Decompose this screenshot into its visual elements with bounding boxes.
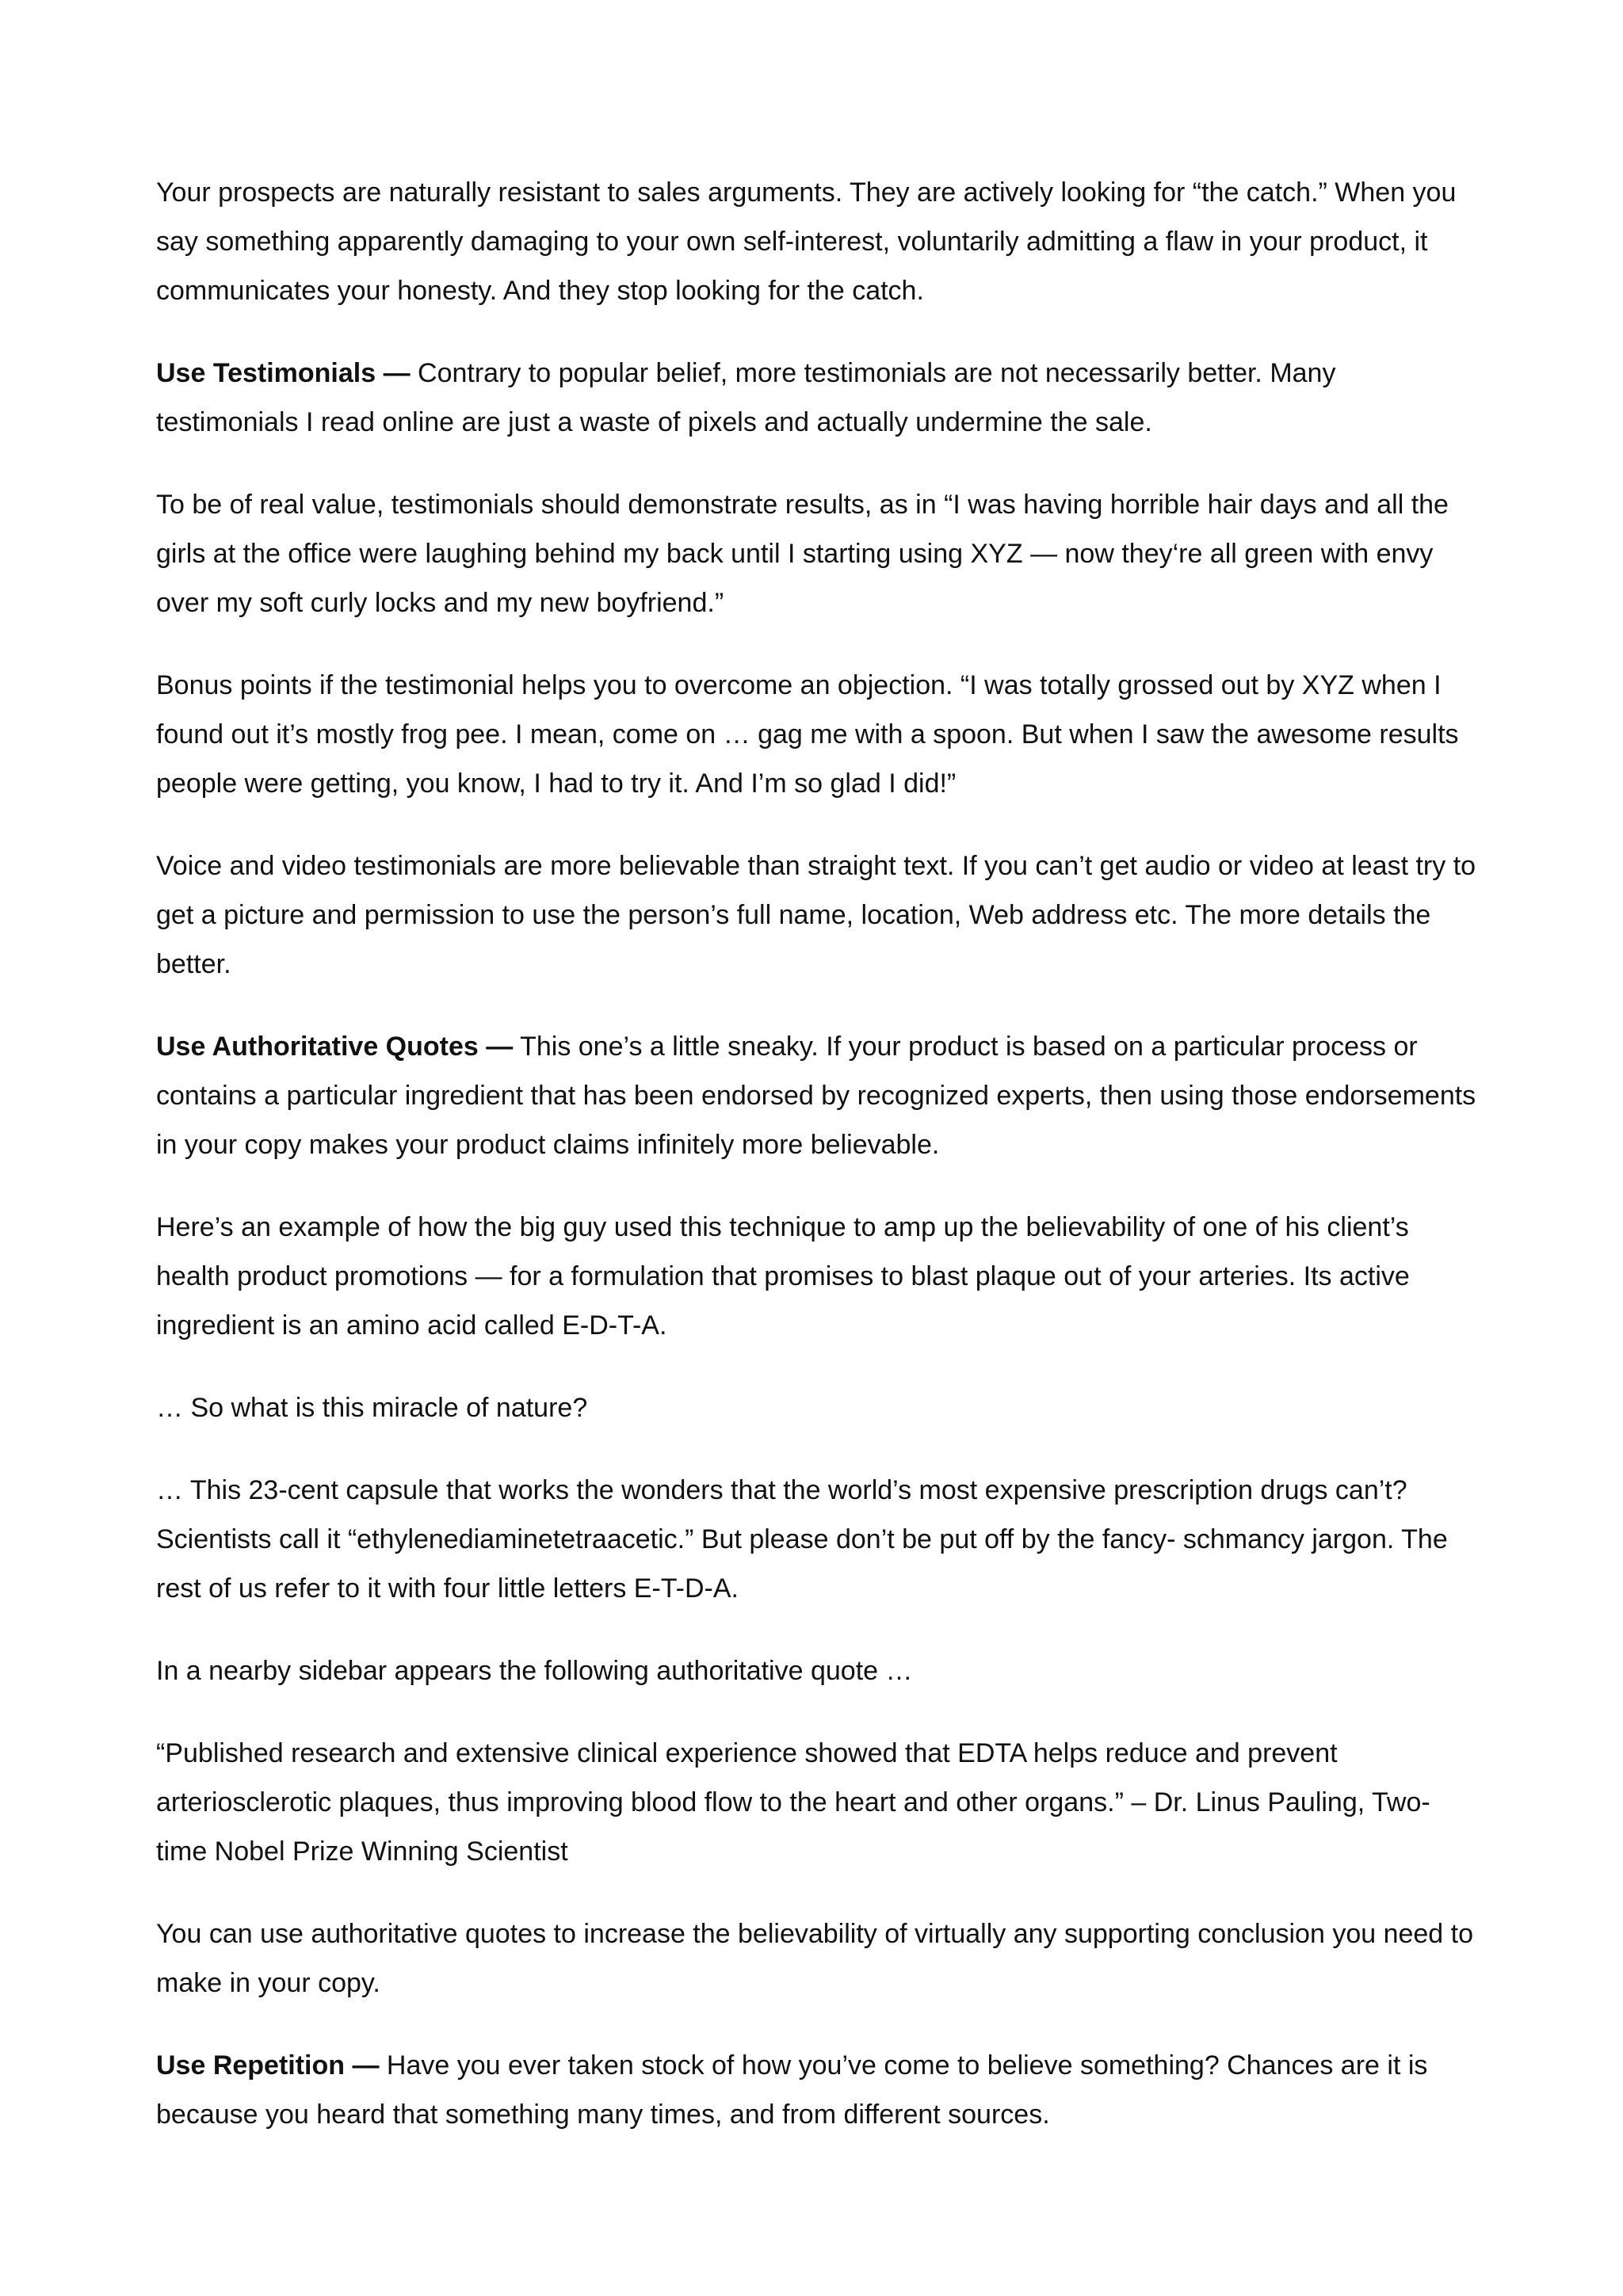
paragraph-bonus-points <box>156 661 1480 808</box>
paragraph-use-repetition <box>156 2041 1480 2139</box>
paragraph-pauling-quote <box>156 1729 1480 1876</box>
paragraph-testimonial-results <box>156 480 1480 627</box>
paragraph-text: Contrary to popular belief, more testimonials are not necessarily better. Many testimonials I read online are just a waste of pixels and actually undermine the sale. <box>156 358 1336 437</box>
paragraph-text: This one’s a little sneaky. If your product is based on a particular process or contains a particular ingredient that has been endorsed by recognized experts, then using those endorsements in your copy makes your product claims infinitely more believable. <box>156 1032 1476 1160</box>
paragraph-text: Have you ever taken stock of how you’ve come to believe something? Chances are it is because you heard that something many times, and from different sources. <box>156 2050 1428 2130</box>
paragraph-text: Your prospects are naturally resistant to sales arguments. They are actively looking for “the catch.” When you say something apparently damaging to your own self-interest, voluntarily admitting a flaw in your product, it communicates your honesty. And they stop looking for the catch. <box>156 177 1457 306</box>
paragraph-text: Voice and video testimonials are more believable than straight text. If you can’t get audio or video at least try to get a picture and permission to use the person’s full name, location, Web address etc. The more details the better. <box>156 851 1476 979</box>
paragraph-text: In a nearby sidebar appears the following authoritative quote … <box>156 1656 913 1686</box>
paragraph-miracle <box>156 1383 1480 1432</box>
paragraph-catch <box>156 168 1480 315</box>
paragraph-authoritative-conclusion <box>156 1909 1480 2008</box>
section-heading-use-repetition: Use Repetition — <box>156 2050 380 2081</box>
paragraph-text: Here’s an example of how the big guy used this technique to amp up the believability of one of his client’s health product promotions — for a formulation that promises to blast plaque out of your arteries. Its active ingredient is an amino acid called E-D-T-A. <box>156 1212 1410 1341</box>
document-page <box>156 168 1480 2172</box>
paragraph-capsule <box>156 1466 1480 1613</box>
paragraph-use-authoritative-quotes <box>156 1022 1480 1169</box>
paragraph-text: “Published research and extensive clinical experience showed that EDTA helps reduce and prevent arteriosclerotic plaques, thus improving blood flow to the heart and other organs.” – Dr. Linus Pauling, Two-time Nobel Prize Winning Scientist <box>156 1738 1430 1867</box>
paragraph-text: … So what is this miracle of nature? <box>156 1393 588 1423</box>
paragraph-text: You can use authoritative quotes to increase the believability of virtually any supporting conclusion you need to make in your copy. <box>156 1919 1474 1998</box>
paragraph-text: Bonus points if the testimonial helps you to overcome an objection. “I was totally grossed out by XYZ when I found out it’s mostly frog pee. I mean, come on … gag me with a spoon. But when I saw the awesome results people were getting, you know, I had to try it. And I’m so glad I did!” <box>156 670 1459 799</box>
paragraph-text: … This 23-cent capsule that works the wonders that the world’s most expensive prescription drugs can’t? Scientists call it “ethylenediaminetetraacetic.” But please don’t be put off by the fancy- schmancy jargon. The rest of us refer to it with four little letters E-T-D-A. <box>156 1475 1448 1604</box>
paragraph-sidebar <box>156 1646 1480 1695</box>
paragraph-example <box>156 1203 1480 1350</box>
section-heading-use-authoritative-quotes: Use Authoritative Quotes — <box>156 1032 514 1062</box>
paragraph-text: To be of real value, testimonials should demonstrate results, as in “I was having horrible hair days and all the girls at the office were laughing behind my back until I starting using XYZ — now they‘re all green with envy over my soft curly locks and my new boyfriend.” <box>156 490 1449 618</box>
section-heading-use-testimonials: Use Testimonials — <box>156 358 411 388</box>
paragraph-voice-video <box>156 841 1480 989</box>
paragraph-use-testimonials <box>156 349 1480 447</box>
